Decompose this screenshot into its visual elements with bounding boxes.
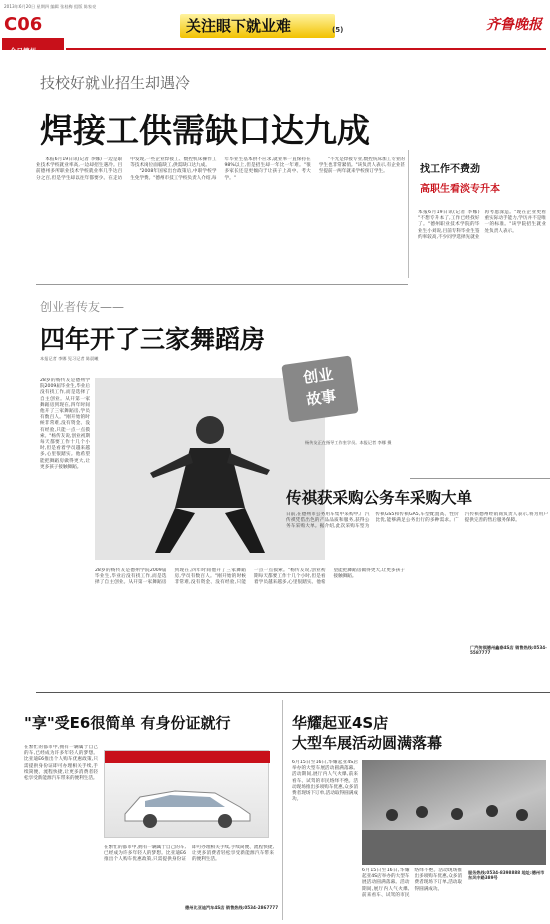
stamp-line2: 故事	[305, 386, 338, 409]
crowd-figure	[362, 760, 546, 865]
column-divider	[282, 700, 283, 920]
startup-story-stamp	[281, 355, 358, 422]
story2-byline: 本报记者 李娜 见习记者 陈晨曦	[40, 356, 99, 361]
story2-kicker: 创业者传友——	[40, 300, 125, 314]
story3-contact: 广汽传祺德州鑫泰4S店 销售热线:0534-5587777	[470, 645, 547, 656]
section-divider	[410, 478, 550, 479]
section-tab	[2, 38, 64, 55]
sidebar-title: 找工作不费劲	[420, 164, 480, 175]
banner-number: (5)	[332, 26, 344, 34]
story4-headline: "享"受E6很简单 有身份证就行	[24, 714, 231, 732]
car-show-photo	[362, 760, 546, 865]
photo-caption: 杨传友正在指导工作室学员。本报记者 李娜 摄	[305, 440, 392, 445]
story1-kicker: 技校好就业招生却遇冷	[40, 74, 191, 92]
header-bar	[0, 10, 550, 54]
section-divider	[36, 284, 408, 285]
story2-headline: 四年开了三家舞蹈房	[40, 325, 266, 354]
story5-headline-line2: 大型车展活动圆满落幕	[292, 734, 443, 752]
story5-body: 6月15日至16日,华耀起亚4S店举办的大型车展活动圆满落幕。活动期间,展厅内人气火爆,前来看车、试驾的市民络绎不绝。活动现场推出多项购车优惠,众多消费者现场下订单,活动取得圆满成功。	[292, 760, 358, 803]
story3-body: 日前,在德州市公务用车集中采购中,广汽传祺凭借出色的产品品质和服务,获得公务车采购大单。据介绍,此次采购车型为传祺GS5和传祺GA5,车型配置高、性价比优,能够满足公务出行的多种需求。广汽传祺德州经销商负责人表示,将为用户提供完善的售后服务保障。	[286, 512, 548, 530]
story1-body	[36, 157, 405, 277]
story5-headline-line1: 华耀起亚4S店	[292, 714, 389, 732]
car-icon	[115, 779, 260, 829]
banner-box	[180, 14, 335, 38]
story2-body-col1: 28岁的杨传友是德州学院2009届毕业生,毕业后没有找工作,而是选择了自主创业。从开第一家舞蹈房到现在,四年时间他开了三家舞蹈房,学员有数百人。"刚开始的时候非常难,没有资金、没有经验,只能一点一点摸索。"杨传友说,创业初期每天都要工作十几个小时,但是看着学员越来越多,心里很踏实。他希望能把舞蹈房做得更大,让更多孩子接触舞蹈。	[40, 378, 90, 470]
car-ad-image	[104, 750, 269, 838]
section-label: 今日德州	[10, 47, 36, 55]
story1-paragraph: 本报6月19日讯(记者 李娜) 一边是职业技术学校就业率高,一边却招生遇冷。目前德州多所职业技术学校就业率几乎达百分之百,但是学生却以往年都要少。在走访中发现,一些企业焊接工、数控机床操作工等技术岗位面临缺工,供需缺口达九成。	[36, 157, 217, 181]
stamp-line1: 创业	[302, 365, 335, 388]
date-line: 2013年6月20日 星期四 编辑 张桂梅 组版 陈家亮	[4, 4, 97, 9]
story4-body-lower: 在繁忙的都市中,拥有一辆属于自己的车,已经成为许多年轻人的梦想。比亚迪E6推出个人购车优惠政策,只需提供身份证即可办理相关手续,手续简便、流程快捷,让更多消费者轻松享受新能源汽车带来的便利生活。	[104, 845, 274, 863]
story1-headline: 焊接工供需缺口达九成	[40, 111, 370, 150]
story5-body-lower: 6月15日至16日,华耀起亚4S店举办的大型车展活动圆满落幕。活动期间,展厅内人气火爆,前来看车、试驾的市民络绎不绝。活动现场推出多项购车优惠,众多消费者现场下订单,活动取得圆满成功。	[362, 868, 462, 898]
story1-paragraph: "不光是焊接专业,数控铣床加工专业的学生也非常紧俏。"该负责人表示,有企业甚至提前一两年就来学校预订学生。	[318, 157, 405, 175]
story4-contact: 德州比亚迪汽车4S店 销售热线:0534-2867777	[185, 905, 279, 910]
sidebar-body: 本报6月19日讯(记者 李娜) "不想专升本了,工作已经找好了。"德州职业技术学院的毕业生小刘说,目前专科毕业生签约率较高,不少同学选择先就业再考虑深造。"现在企业更看重实际动手能力,学历并不是唯一的标准。"该学院招生就业处负责人表示。	[418, 210, 546, 240]
story4-body: 在繁忙的都市中,拥有一辆属于自己的车,已经成为许多年轻人的梦想。比亚迪E6推出个人购车优惠政策,只需提供身份证即可办理相关手续,手续简便、流程快捷,让更多消费者轻松享受新能源汽车带来的便利生活。	[24, 745, 98, 782]
header-rule	[66, 48, 546, 50]
story3-headline: 传祺获采购公务车采购大单	[286, 489, 473, 507]
page-number: C06	[4, 14, 43, 35]
ad-top-strip	[105, 751, 270, 763]
sidebar-subtitle: 高职生看淡专升本	[420, 184, 500, 195]
story2-body-lower: 28岁的杨传友是德州学院2009届毕业生,毕业后没有找工作,而是选择了自主创业。从开第一家舞蹈房到现在,四年时间他开了三家舞蹈房,学员有数百人。"刚开始的时候非常难,没有资金、没有经验,只能一点一点摸索。"杨传友说,创业初期每天都要工作十几个小时,但是看着学员越来越多,心里很踏实。他希望能把舞蹈房做得更大,让更多孩子接触舞蹈。	[95, 568, 405, 586]
banner-title: 关注眼下就业难	[186, 17, 292, 35]
section-divider	[36, 692, 550, 693]
brand-logo: 齐鲁晚报	[486, 17, 542, 33]
story5-contact: 服务热线:0534-8398888 地址:德州市东风中路389号	[468, 870, 545, 881]
story1-paragraph: "2008年国家出台政策后,中职学校学生免学费。"德州市技工学校负责人介绍,每年毕业生基本供不应求,就业率一直保持在98%以上,但是招生却一年比一年难。"很多家长还是更倾向于让孩子上高中、考大学。"	[130, 157, 311, 181]
column-divider	[408, 150, 409, 278]
